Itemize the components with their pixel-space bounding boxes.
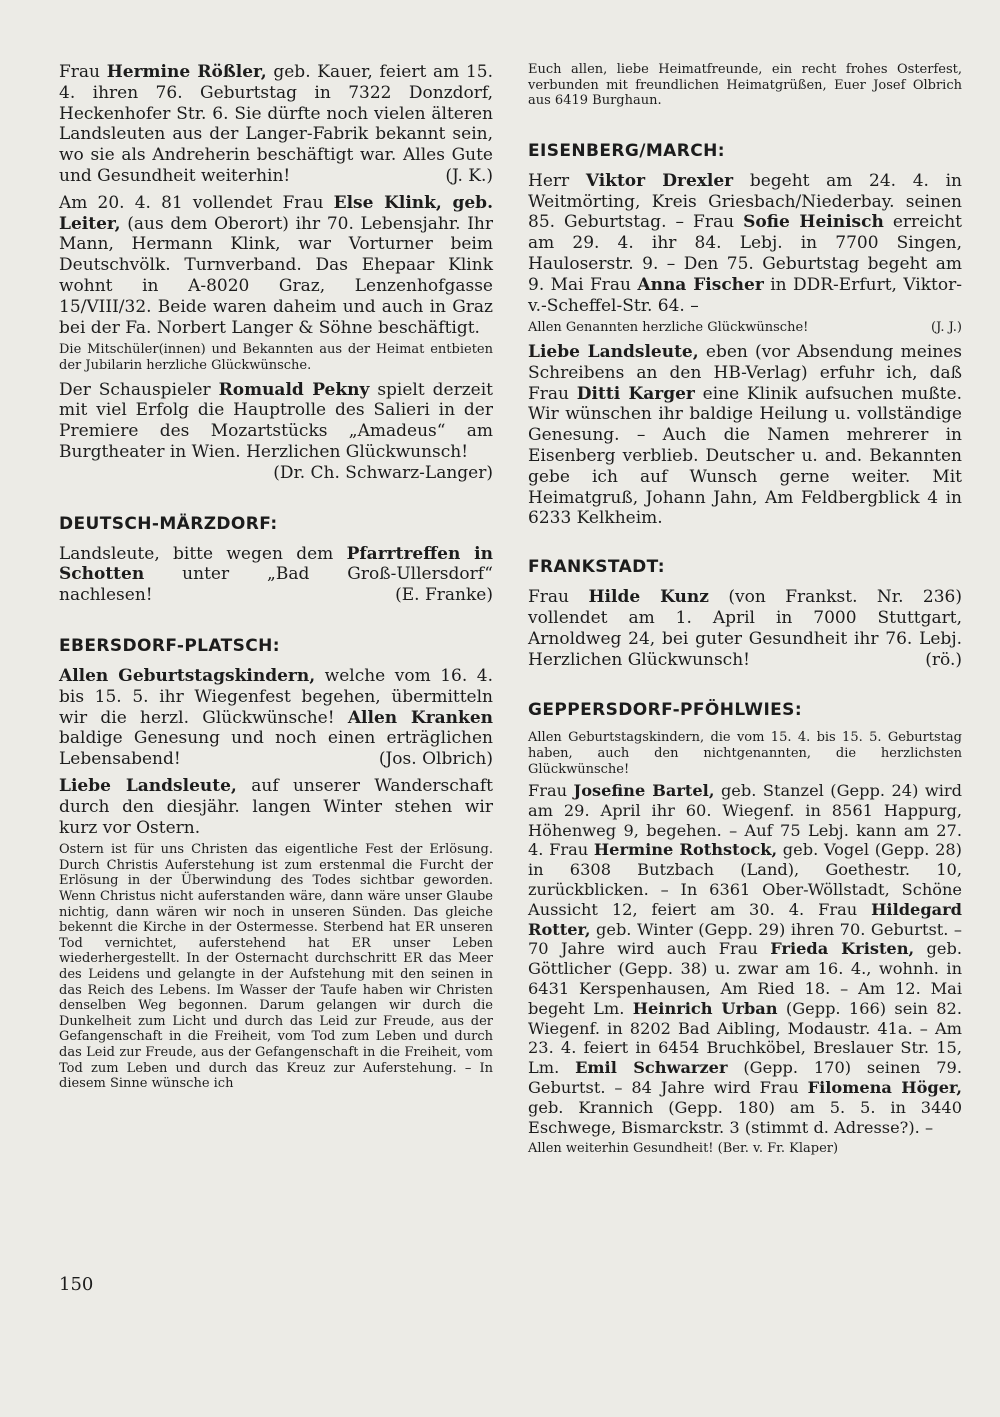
author-initials: (E. Franke) <box>395 585 493 606</box>
author-initials: (Dr. Ch. Schwarz-Langer) <box>273 462 493 483</box>
text: geb. Vogel (Gepp. 28) in 6308 Butzbach (Land), Goethestr. 10, zurückblicken. – In 6361 Ober-Wöllstadt, Schöne Aussicht 12, feiert am 30. 4. Frau <box>528 840 962 919</box>
person-name: Filomena Höger, <box>807 1078 962 1098</box>
text: geb. Göttlicher (Gepp. 38) u. zwar am 16. 4., wohnh. in 6431 Kerspenhausen, Am Ried 18. – Am 12. Mai begeht Lm. <box>528 939 962 1018</box>
text: eben (vor Absendung meines Schreibens an den HB-Verlag) erfuhr ich, daß Frau <box>528 341 962 404</box>
highlight-text: Allen Kranken <box>347 707 493 728</box>
article-eisenberg-birthdays <box>528 171 962 317</box>
article-klink <box>59 193 493 339</box>
person-name: Frieda Kristen, <box>770 939 915 959</box>
article-ostern-intro <box>59 776 493 838</box>
text: in DDR-Erfurt, Viktor-v.-Scheffel-Str. 64. – <box>528 274 962 316</box>
text: Herr <box>528 170 586 191</box>
article-geppersdorf-birthdays <box>528 781 962 1137</box>
person-name: Hildegard Rotter, <box>528 899 962 939</box>
text: auf unserer Wanderschaft durch den diesjähr. langen Winter stehen wir kurz vor Ostern. <box>59 775 493 838</box>
person-name: Sofie Heinisch <box>743 212 884 233</box>
section-heading-deutsch-maerzdorf: DEUTSCH-MÄRZDORF: <box>59 513 278 534</box>
text: geb. Stanzel (Gepp. 24) wird am 29. April ihr 60. Wiegenf. in 8561 Happurg, Höhenweg 9, begehen. – Auf 75 Lebj. kann am 27. 4. Frau <box>528 781 962 860</box>
author-initials: (J. K.) <box>445 165 493 186</box>
person-name: Ditti Karger <box>576 383 695 404</box>
article-eisenberg-greeting <box>528 320 962 336</box>
highlight-text: Allen Geburtstagskindern, <box>59 665 316 686</box>
article-roessler <box>59 62 493 187</box>
section-heading-geppersdorf-pfoehlwies: GEPPERSDORF-PFÖHLWIES: <box>528 700 803 721</box>
article-pekny <box>59 380 493 484</box>
text: Landsleute, bitte wegen dem <box>59 543 347 564</box>
text: eine Klinik aufsuchen mußte. Wir wünschen ihr baldige Heilung u. vollständige Genesung. – Auch die Namen mehrerer in Eisenberg verblieb. Deutscher u. and. Bekannten gebe ich auf Wunsch gerne weiter. Mit Heimatgruß, Johann Jahn, Am Feldbergblick 4 in 6233 Kelkheim. <box>528 383 962 529</box>
text: (Gepp. 170) seinen 79. Geburtst. – 84 Jahre wird Frau <box>528 1058 962 1098</box>
article-kunz <box>528 587 962 670</box>
text: Frau <box>528 781 574 801</box>
text: (Gepp. 166) sein 82. Wiegenf. in 8202 Bad Aibling, Modaustr. 41a. – Am 23. 4. feiert in 6454 Bruchköbel, Breslauer Str. 15, Lm. <box>528 998 962 1078</box>
person-name: Viktor Drexler <box>585 170 734 191</box>
article-pfarrtreffen <box>59 544 493 606</box>
author-initials: (J. J.) <box>931 320 962 336</box>
text: Frau <box>59 62 107 82</box>
right-column <box>528 62 962 1161</box>
person-name: Heinrich Urban <box>632 998 778 1018</box>
article-ostern-closing: Euch allen, liebe Heimatfreunde, ein recht frohes Osterfest, verbunden mit freundlichen Heimatgrüßen, Euer Josef Olbrich aus 6419 Burghaun. <box>528 62 962 109</box>
person-name: Emil Schwarzer <box>575 1058 728 1078</box>
text: (von Frankst. Nr. 236) vollendet am 1. April in 7000 Stuttgart, Arnoldweg 24, bei guter Gesundheit ihr 76. Lebj. Herzlichen Glückwunsch! <box>528 587 962 670</box>
text: Allen Genannten herzliche Glückwünsche! <box>528 320 809 336</box>
section-heading-ebersdorf-platsch: EBERSDORF-PLATSCH: <box>59 635 280 656</box>
article-ostern-body: Ostern ist für uns Christen das eigentliche Fest der Erlösung. Durch Christis Auferstehung ist zum erstenmal die Furcht der Erlösung in der Überwindung des Todes sichtbar geworden. Wenn Christus nicht auferstanden wäre, dann wäre unser Glaube nichtig, dann wären wir noch in unseren Sünden. Das gleiche bekennt die Kirche in der Ostermesse. Sterbend hat ER unseren Tod vernichtet, auferstehend hat ER unser Leben wiederhergestellt. In der Osternacht durchschritt ER das Meer des Leidens und gelangte in der Aufstehung mit den seinen in das Reich des Lebens. Im Wasser der Taufe haben wir Christen denselben Weg begonnen. Darum gelangen wir durch die Dunkelheit zum Licht und durch das Leid zur Freude, aus der Gefangenschaft in die Freiheit, vom Tod zum Leben und durch das Leid zur Freude, aus der Gefangenschaft in die Freiheit, vom Tod zum Leben und durch das Kreuz zur Auferstehung. – In diesem Sinne wünsche ich <box>59 842 493 1092</box>
person-name: Hilde Kunz <box>588 587 709 608</box>
text: Am 20. 4. 81 vollendet Frau <box>59 192 334 213</box>
text: baldige Genesung und noch einen erträglichen Lebensabend! <box>59 728 493 770</box>
author-initials: (rö.) <box>925 649 962 670</box>
person-name: Romuald Pekny <box>218 379 370 400</box>
article-geppersdorf-closing: Allen weiterhin Gesundheit! (Ber. v. Fr. Klaper) <box>528 1141 839 1157</box>
text: Der Schauspieler <box>59 379 219 400</box>
text: geb. Winter (Gepp. 29) ihren 70. Geburtst. – 70 Jahre wird auch Frau <box>528 919 962 959</box>
text: geb. Krannich (Gepp. 180) am 5. 5. in 3440 Eschwege, Bismarckstr. 3 (stimmt d. Adresse?). – <box>528 1097 962 1137</box>
highlight-text: Liebe Landsleute, <box>528 341 699 362</box>
text: geb. Kauer, feiert am 15. 4. ihren 76. Geburtstag in 7322 Donzdorf, Heckenhofer Str. 6. Sie dürfte noch vielen älteren Landsleuten aus der Langer-Fabrik bekannt sein, wo sie als Andreherin beschäftigt war. Alles Gute und Gesundheit weiterhin! <box>59 62 493 186</box>
person-name: Hermine Rößler, <box>106 62 267 82</box>
page-number: 150 <box>59 1274 94 1295</box>
person-name: Else Klink, geb. Leiter, <box>59 192 493 234</box>
section-heading-frankstadt: FRANKSTADT: <box>528 557 665 578</box>
text: begeht am 24. 4. in Weitmörting, Kreis Griesbach/Niederbay. seinen 85. Geburtstag. – Frau <box>528 170 963 233</box>
text: (aus dem Oberort) ihr 70. Lebensjahr. Ihr Mann, Hermann Klink, war Vorturner beim Deutschvölk. Turnverband. Das Ehepaar Klink wohnt in A-8020 Graz, Lenzenhofgasse 15/VIII/32. Beide waren daheim und auch in Graz bei der Fa. Norbert Langer & Söhne beschäftigt. <box>59 213 493 338</box>
text: welche vom 16. 4. bis 15. 5. ihr Wiegenfest begehen, übermitteln wir die herzl. Glückwünsche! <box>59 665 493 728</box>
person-name: Anna Fischer <box>637 274 764 295</box>
article-geburtstagskinder <box>59 666 493 770</box>
person-name: Hermine Rothstock, <box>593 840 778 860</box>
person-name: Josefine Bartel, <box>573 781 715 801</box>
text: Frau <box>528 587 589 608</box>
article-karger <box>528 342 962 529</box>
author-initials: (Jos. Olbrich) <box>378 749 493 770</box>
article-klink-note: Die Mitschüler(innen) und Bekannten aus der Heimat entbieten der Jubilarin herzliche Glückwünsche. <box>59 342 493 373</box>
section-heading-eisenberg-march: EISENBERG/MARCH: <box>528 140 725 161</box>
article-geppersdorf-greeting: Allen Geburtstagskindern, die vom 15. 4. bis 15. 5. Geburtstag haben, auch den nichtgenannten, die herzlichsten Glückwünsche! <box>528 730 962 777</box>
text: spielt derzeit mit viel Erfolg die Hauptrolle des Salieri in der Premiere des Mozartstücks „Amadeus“ am Burgtheater in Wien. Herzlichen Glückwunsch! <box>59 379 493 462</box>
left-column <box>59 62 493 1092</box>
highlight-text: Liebe Landsleute, <box>59 775 237 796</box>
event-name: Pfarrtreffen in Schotten <box>59 543 493 585</box>
text: unter „Bad Groß-Ullersdorf“ nachlesen! <box>59 564 493 606</box>
text: erreicht am 29. 4. ihr 84. Lebj. in 7700 Singen, Hauloserstr. 9. – Den 75. Geburtstag begeht am 9. Mai Frau <box>528 212 962 295</box>
